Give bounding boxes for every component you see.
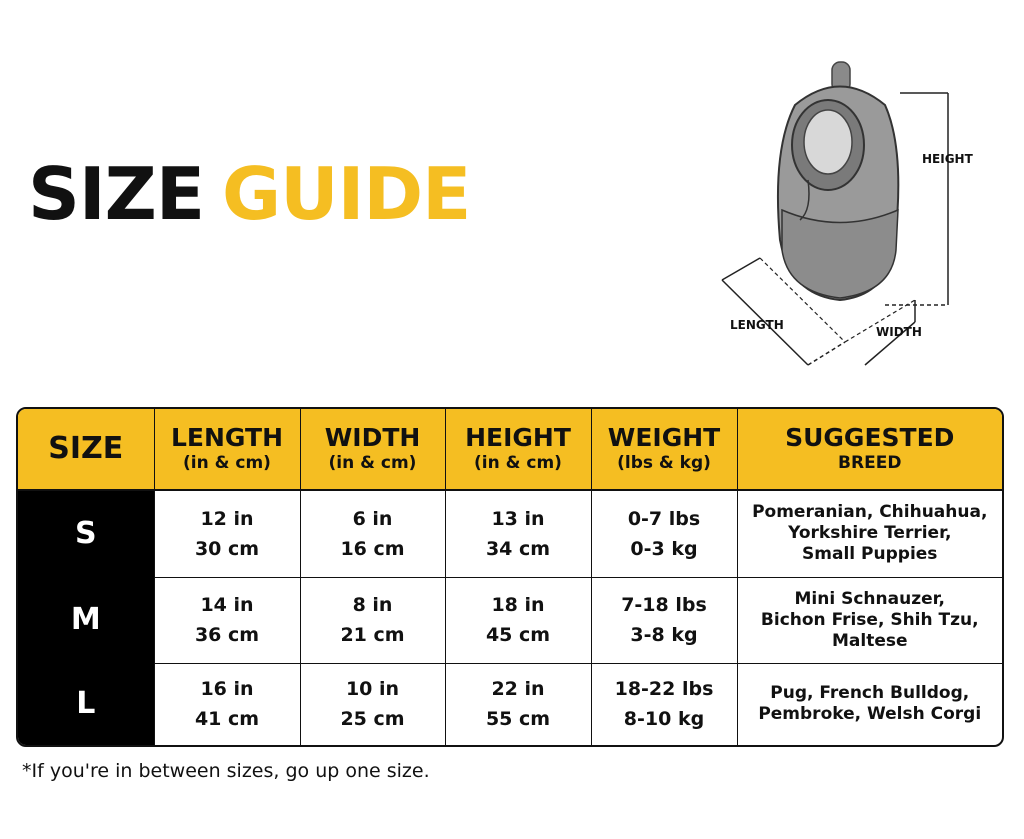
weight-cell: 7-18 lbs 3-8 kg: [591, 577, 737, 663]
breed-cell: Mini Schnauzer, Bichon Frise, Shih Tzu, Maltese: [737, 577, 1002, 663]
size-cell: L: [18, 663, 154, 745]
width-cell: 10 in 25 cm: [300, 663, 445, 745]
header-size: SIZE: [18, 409, 154, 490]
footnote: *If you're in between sizes, go up one size.: [22, 760, 430, 782]
breed-cell: Pug, French Bulldog, Pembroke, Welsh Corgi: [758, 683, 982, 725]
header-weight: WEIGHT (lbs & kg): [591, 409, 737, 490]
table-row: [18, 577, 1002, 663]
height-cell: 13 in 34 cm: [445, 490, 591, 577]
length-cell: 14 in 36 cm: [154, 577, 300, 663]
height-cell: 22 in 55 cm: [445, 663, 591, 745]
title-word-size: SIZE: [28, 152, 205, 236]
width-cell: 8 in 21 cm: [300, 577, 445, 663]
page-title: [28, 152, 471, 236]
breed-cell: Pomeranian, Chihuahua, Yorkshire Terrier, Small Puppies: [737, 490, 1002, 577]
size-table: [16, 407, 1004, 747]
size-cell: M: [18, 577, 154, 663]
height-cell: 18 in 45 cm: [445, 577, 591, 663]
table-header-row: [18, 409, 1002, 490]
weight-cell: 18-22 lbs 8-10 kg: [591, 663, 737, 745]
length-cell: 12 in 30 cm: [154, 490, 300, 577]
length-cell: 16 in 41 cm: [154, 663, 300, 745]
header-length: LENGTH (in & cm): [154, 409, 300, 490]
header-width: WIDTH (in & cm): [300, 409, 445, 490]
length-label: LENGTH: [730, 318, 784, 332]
width-label: WIDTH: [876, 325, 922, 339]
weight-cell: 0-7 lbs 0-3 kg: [591, 490, 737, 577]
width-cell: 6 in 16 cm: [300, 490, 445, 577]
header-breed: SUGGESTED BREED: [737, 409, 1002, 490]
table-row: [18, 663, 1002, 745]
backpack-icon: [700, 60, 1000, 380]
height-label: HEIGHT: [922, 152, 973, 166]
size-cell: S: [18, 490, 154, 577]
title-word-guide: GUIDE: [222, 152, 471, 236]
backpack-dimension-diagram: [700, 60, 1000, 380]
header-height: HEIGHT (in & cm): [445, 409, 591, 490]
table-row: [18, 490, 1002, 577]
